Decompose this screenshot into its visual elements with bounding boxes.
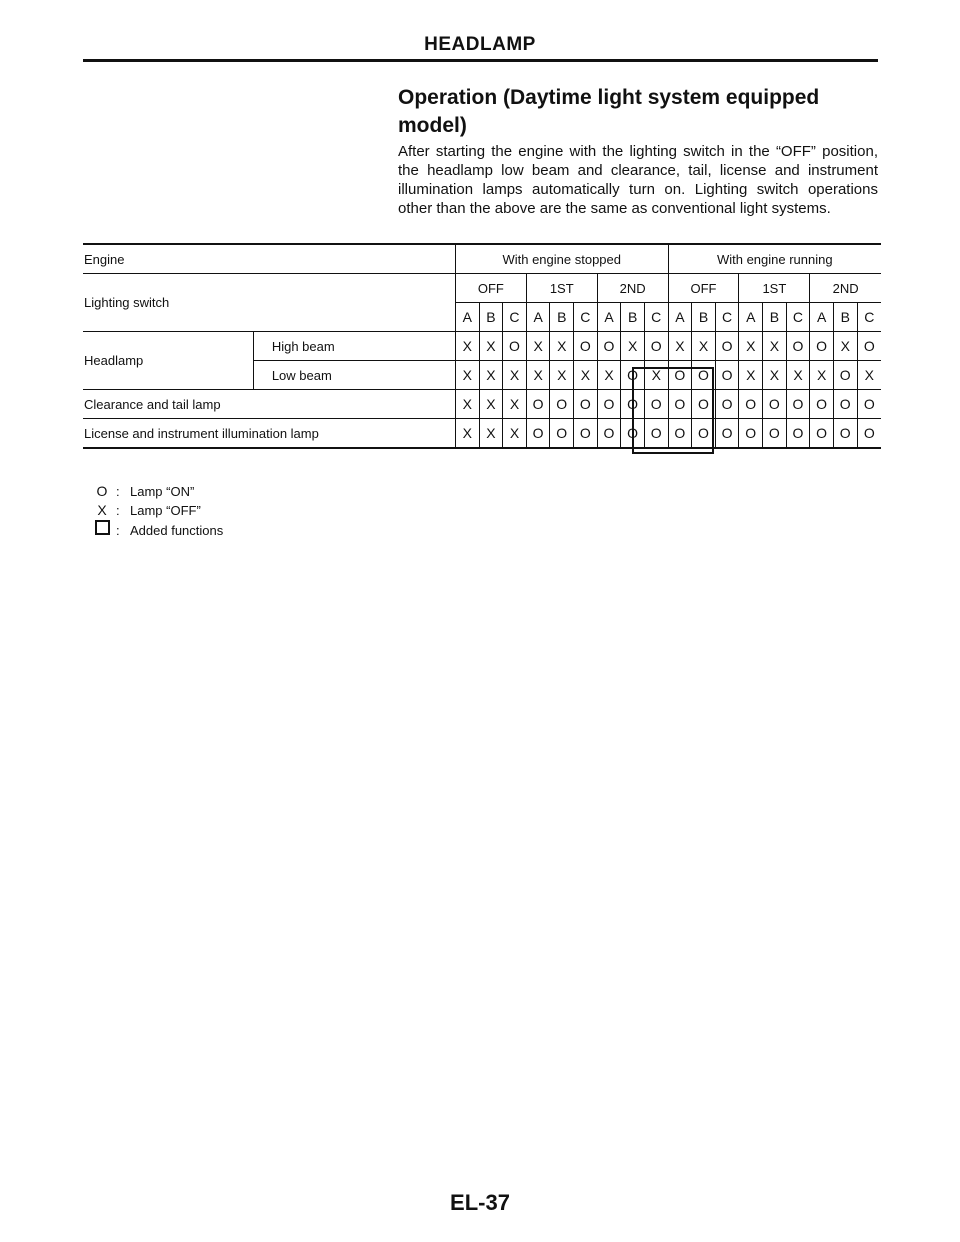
engine-stopped-header: With engine stopped — [455, 244, 668, 274]
engine-label: Engine — [83, 244, 455, 274]
high-beam-cell-1: X — [455, 332, 479, 361]
high-beam-cell-12: O — [715, 332, 739, 361]
engine-running-header: With engine running — [668, 244, 881, 274]
license-cell-18: O — [857, 419, 881, 449]
license-cell-7: O — [597, 419, 621, 449]
high-beam-cell-3: O — [503, 332, 527, 361]
clearance-cell-17: O — [833, 390, 857, 419]
letter-cell-3: C — [503, 303, 527, 332]
clearance-cell-15: O — [786, 390, 810, 419]
high-beam-cell-2: X — [479, 332, 503, 361]
license-row — [83, 419, 881, 449]
license-cell-16: O — [810, 419, 834, 449]
low-beam-cell-1: X — [455, 361, 479, 390]
legend — [88, 482, 223, 540]
low-beam-label: Low beam — [253, 361, 455, 390]
lamp-operation-table — [83, 243, 881, 449]
license-cell-2: X — [479, 419, 503, 449]
position-off-2: OFF — [668, 274, 739, 303]
low-beam-cell-18: X — [857, 361, 881, 390]
letter-cell-4: A — [526, 303, 550, 332]
high-beam-row — [83, 332, 881, 361]
legend-on-symbol: O — [96, 483, 108, 499]
low-beam-cell-10: O — [668, 361, 692, 390]
license-cell-13: O — [739, 419, 763, 449]
letter-cell-2: B — [479, 303, 503, 332]
page-header-title: HEADLAMP — [424, 34, 536, 55]
license-cell-5: O — [550, 419, 574, 449]
clearance-cell-11: O — [692, 390, 716, 419]
low-beam-cell-5: X — [550, 361, 574, 390]
low-beam-cell-17: O — [833, 361, 857, 390]
letter-cell-1: A — [455, 303, 479, 332]
legend-off-symbol: X — [97, 502, 107, 518]
clearance-cell-2: X — [479, 390, 503, 419]
clearance-cell-6: O — [574, 390, 598, 419]
license-cell-6: O — [574, 419, 598, 449]
position-row — [83, 274, 881, 303]
position-2nd-1: 2ND — [597, 274, 668, 303]
legend-off: X : Lamp “OFF” — [88, 501, 223, 520]
headlamp-label: Headlamp — [83, 332, 253, 390]
letter-cell-14: B — [763, 303, 787, 332]
high-beam-cell-10: X — [668, 332, 692, 361]
clearance-label: Clearance and tail lamp — [83, 390, 455, 419]
clearance-cell-12: O — [715, 390, 739, 419]
high-beam-cell-5: X — [550, 332, 574, 361]
low-beam-cell-14: X — [763, 361, 787, 390]
clearance-cell-18: O — [857, 390, 881, 419]
letter-cell-6: C — [574, 303, 598, 332]
letter-cell-8: B — [621, 303, 645, 332]
low-beam-cell-11: O — [692, 361, 716, 390]
low-beam-cell-15: X — [786, 361, 810, 390]
high-beam-cell-18: O — [857, 332, 881, 361]
high-beam-cell-6: O — [574, 332, 598, 361]
section-intro: After starting the engine with the lighting switch in the “OFF” position, the headlamp low beam and clearance, tail, license and instrument illumination lamps automatically turn on. Lighting switch operations other than the above are the same as conventional light systems. — [398, 143, 878, 217]
low-beam-cell-12: O — [715, 361, 739, 390]
clearance-cell-1: X — [455, 390, 479, 419]
license-cell-15: O — [786, 419, 810, 449]
high-beam-cell-9: O — [644, 332, 668, 361]
letter-cell-17: B — [833, 303, 857, 332]
low-beam-cell-6: X — [574, 361, 598, 390]
high-beam-label: High beam — [253, 332, 455, 361]
lighting-switch-label: Lighting switch — [83, 274, 455, 332]
license-cell-3: X — [503, 419, 527, 449]
clearance-cell-7: O — [597, 390, 621, 419]
engine-row — [83, 244, 881, 274]
letter-cell-16: A — [810, 303, 834, 332]
letter-cell-15: C — [786, 303, 810, 332]
low-beam-cell-16: X — [810, 361, 834, 390]
license-cell-12: O — [715, 419, 739, 449]
low-beam-cell-2: X — [479, 361, 503, 390]
low-beam-cell-4: X — [526, 361, 550, 390]
legend-on: O : Lamp “ON” — [88, 482, 223, 501]
clearance-cell-9: O — [644, 390, 668, 419]
license-cell-11: O — [692, 419, 716, 449]
legend-square-icon — [88, 520, 116, 540]
high-beam-cell-16: O — [810, 332, 834, 361]
high-beam-cell-4: X — [526, 332, 550, 361]
letter-cell-18: C — [857, 303, 881, 332]
position-1st-1: 1ST — [526, 274, 597, 303]
letter-cell-12: C — [715, 303, 739, 332]
legend-on-text: Lamp “ON” — [130, 484, 195, 499]
legend-off-text: Lamp “OFF” — [130, 503, 201, 518]
license-cell-17: O — [833, 419, 857, 449]
header-rule — [83, 59, 878, 62]
clearance-row — [83, 390, 881, 419]
letter-cell-5: B — [550, 303, 574, 332]
high-beam-cell-7: O — [597, 332, 621, 361]
clearance-cell-16: O — [810, 390, 834, 419]
letter-cell-11: B — [692, 303, 716, 332]
position-1st-2: 1ST — [739, 274, 810, 303]
legend-added: : Added functions — [88, 520, 223, 540]
letter-cell-13: A — [739, 303, 763, 332]
clearance-cell-3: X — [503, 390, 527, 419]
position-2nd-2: 2ND — [810, 274, 881, 303]
license-cell-4: O — [526, 419, 550, 449]
high-beam-cell-14: X — [763, 332, 787, 361]
clearance-cell-8: O — [621, 390, 645, 419]
high-beam-cell-11: X — [692, 332, 716, 361]
page-number: EL-37 — [450, 1190, 510, 1215]
legend-added-text: Added functions — [130, 522, 224, 538]
clearance-cell-5: O — [550, 390, 574, 419]
license-label: License and instrument illumination lamp — [83, 419, 455, 449]
letter-cell-9: C — [644, 303, 668, 332]
clearance-cell-4: O — [526, 390, 550, 419]
low-beam-cell-9: X — [644, 361, 668, 390]
letter-cell-7: A — [597, 303, 621, 332]
position-off-1: OFF — [455, 274, 526, 303]
clearance-cell-10: O — [668, 390, 692, 419]
section-title: Operation (Daytime light system equipped model) — [398, 86, 820, 137]
high-beam-cell-17: X — [833, 332, 857, 361]
clearance-cell-13: O — [739, 390, 763, 419]
high-beam-cell-8: X — [621, 332, 645, 361]
license-cell-14: O — [763, 419, 787, 449]
license-cell-10: O — [668, 419, 692, 449]
high-beam-cell-15: O — [786, 332, 810, 361]
high-beam-cell-13: X — [739, 332, 763, 361]
clearance-cell-14: O — [763, 390, 787, 419]
low-beam-cell-7: X — [597, 361, 621, 390]
low-beam-cell-3: X — [503, 361, 527, 390]
license-cell-1: X — [455, 419, 479, 449]
letter-cell-10: A — [668, 303, 692, 332]
license-cell-8: O — [621, 419, 645, 449]
low-beam-cell-13: X — [739, 361, 763, 390]
license-cell-9: O — [644, 419, 668, 449]
low-beam-cell-8: O — [621, 361, 645, 390]
